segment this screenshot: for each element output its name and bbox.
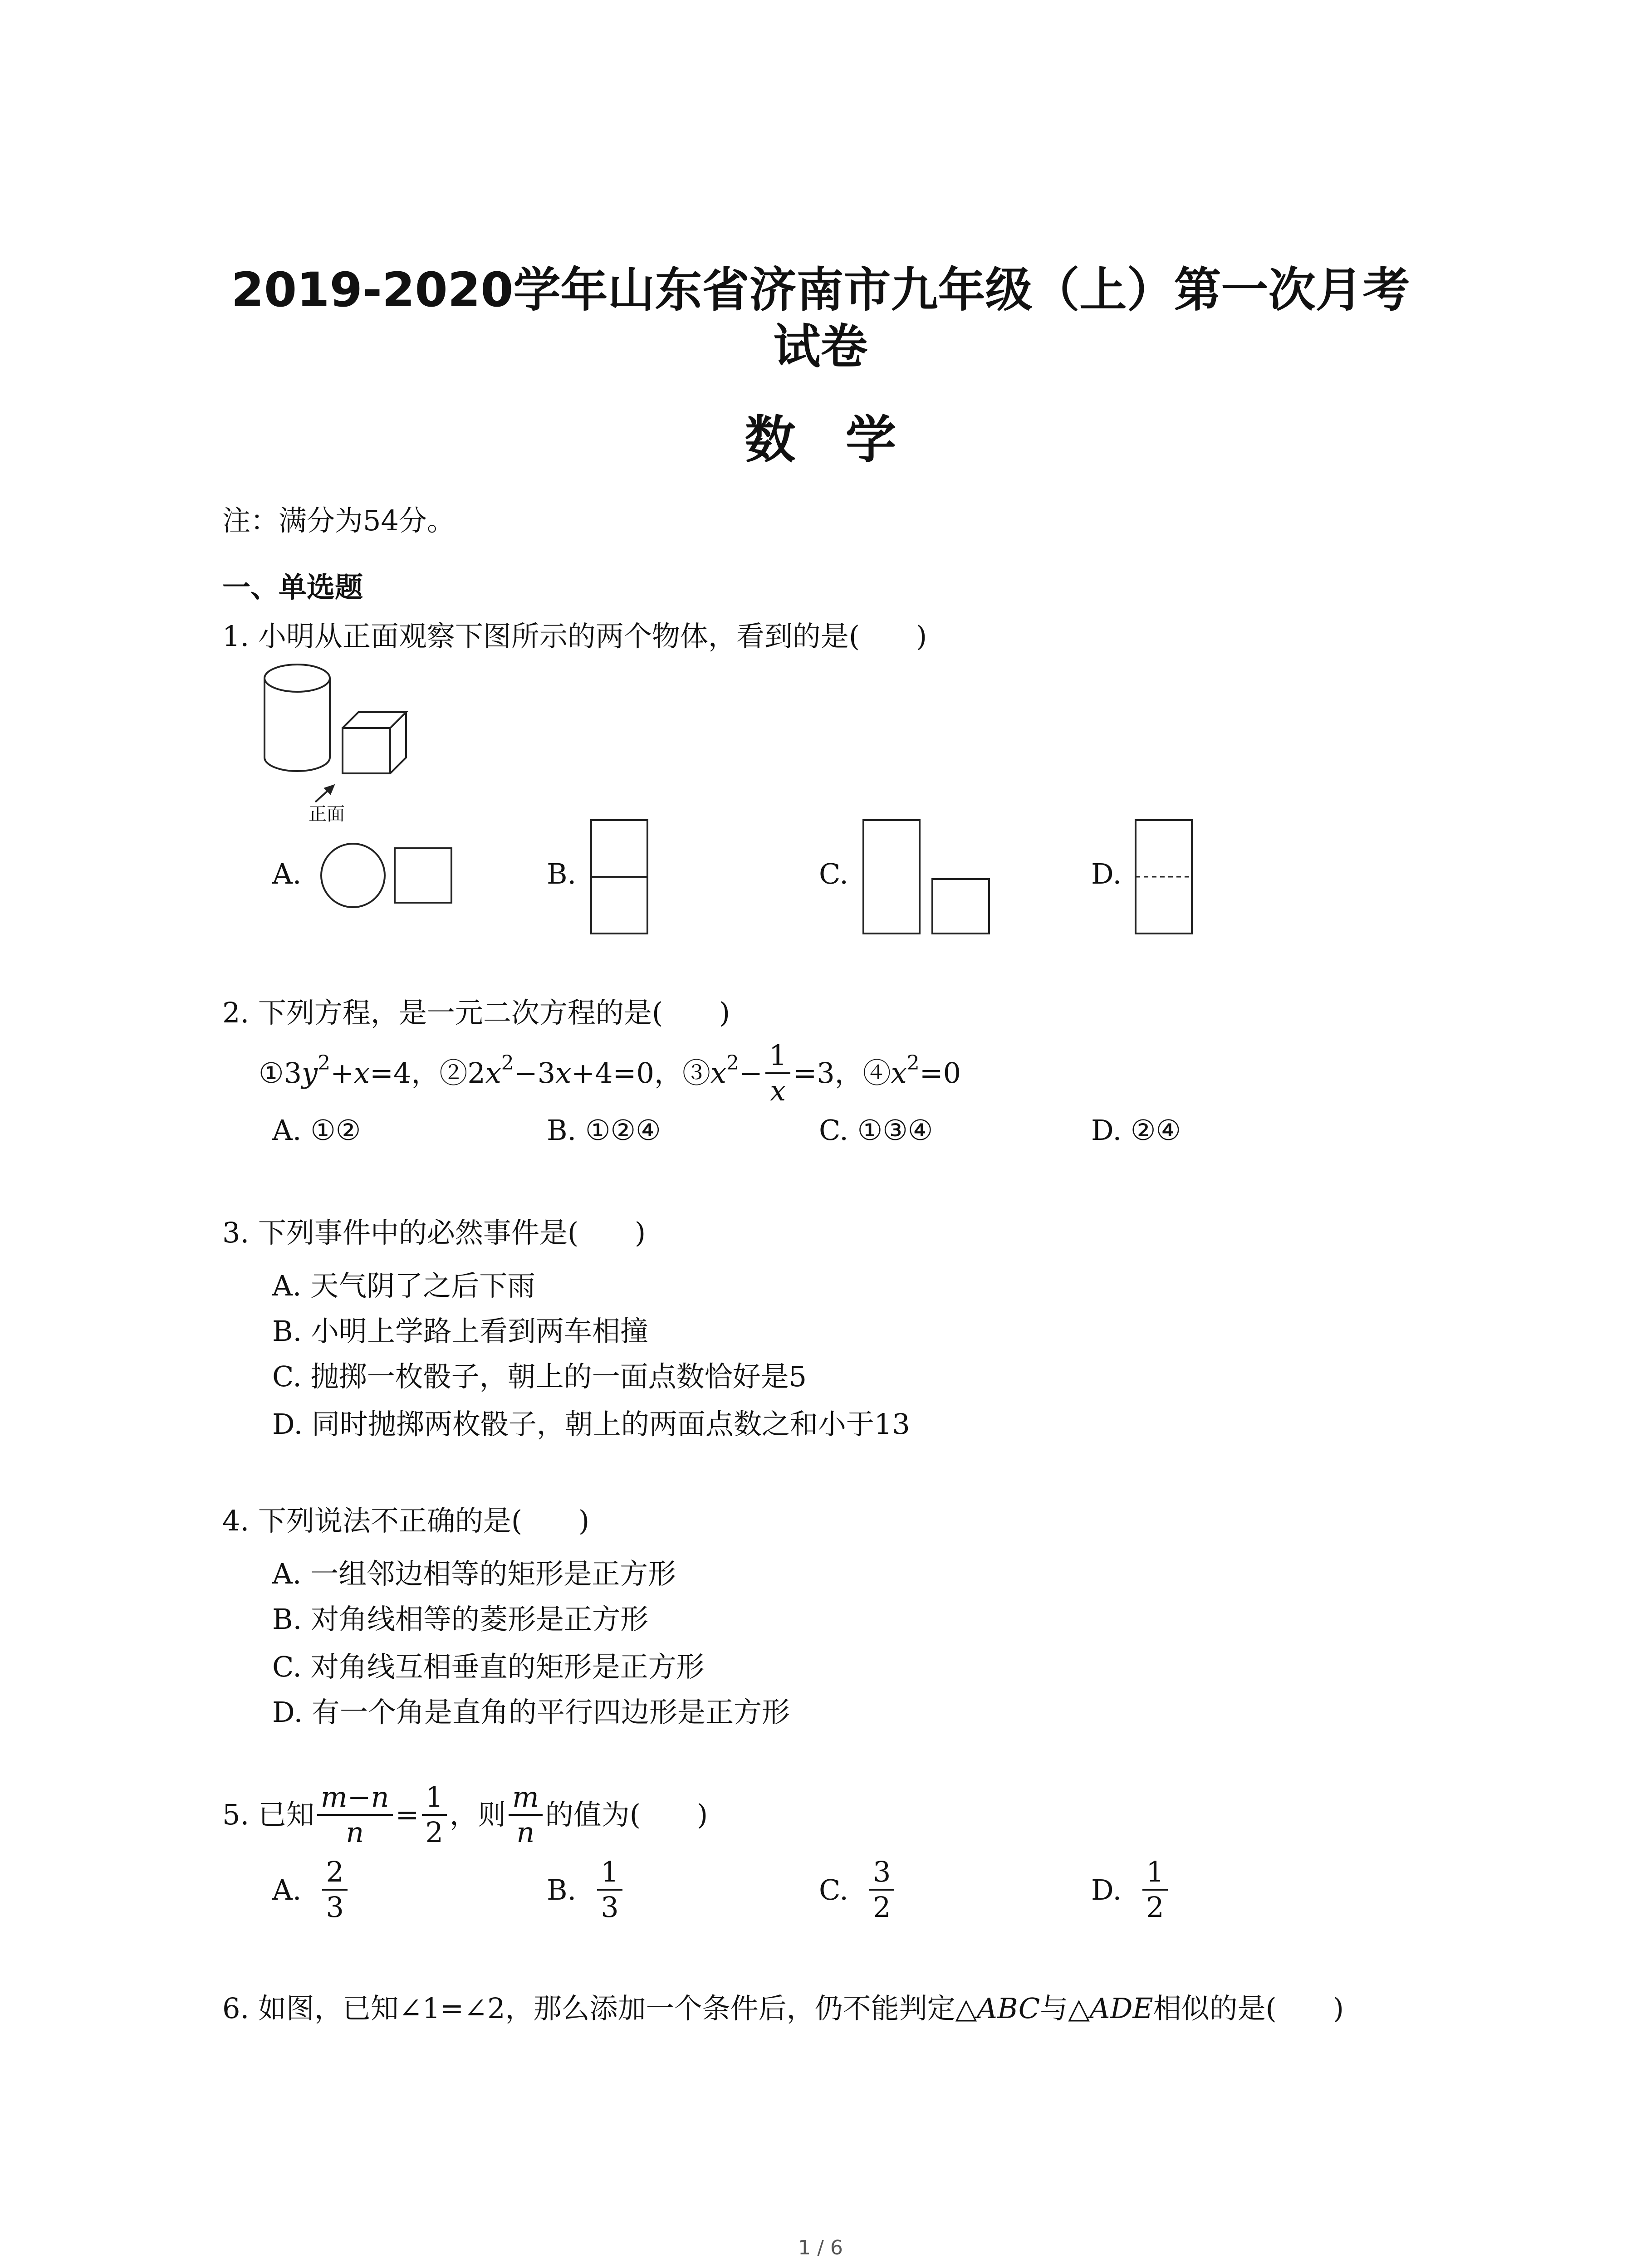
q1-option-d-label: D. [1091,857,1122,890]
q5-stem: 5. 已知 $\frac{m-n}{n}$ = $\frac{1}{2}$ ，则 $\frac{m}{n}$ 的值为( ) [222,1780,708,1849]
q1-option-a-figure [318,839,458,912]
q5-option-a: A. $\frac{2}{3}$ [272,1855,350,1924]
front-label: 正面 [309,804,345,825]
q2-option-d: D. ②④ [1091,1114,1181,1147]
title-line-2: 试卷 [773,319,868,374]
title-line-1: 2019-2020学年山东省济南市九年级（上）第一次月考 [231,262,1410,318]
q1-option-b-label: B. [547,857,577,890]
q4-option-a: A. 一组邻边相等的矩形是正方形 [272,1557,676,1590]
q5-option-c: C. $\frac{3}{2}$ [819,1855,897,1924]
q1-stem: 1. 小明从正面观察下图所示的两个物体，看到的是( ) [222,620,927,653]
q1-option-a-label: A. [272,857,302,890]
q4-option-b: B. 对角线相等的菱形是正方形 [272,1603,648,1636]
q2-option-a: A. ①② [272,1114,361,1147]
q4-stem: 4. 下列说法不正确的是( ) [222,1504,590,1537]
q2-option-b: B. ①②④ [547,1114,661,1147]
subject-heading: 数学 [745,411,946,469]
q5-option-b: B. $\frac{1}{3}$ [547,1855,625,1924]
section-heading: 一、单选题 [222,571,363,604]
q3-option-a: A. 天气阴了之后下雨 [272,1269,536,1302]
q1-option-d-figure [1132,816,1195,939]
q3-option-d: D. 同时抛掷两枚骰子，朝上的两面点数之和小于13 [272,1408,910,1441]
q4-option-c: C. 对角线互相垂直的矩形是正方形 [272,1650,705,1683]
page-number: 1 / 6 [798,2236,843,2259]
q3-option-b: B. 小明上学路上看到两车相撞 [272,1315,648,1348]
q1-option-c-label: C. [819,857,848,890]
q2-option-c: C. ①③④ [819,1114,933,1147]
q5-option-d: D. $\frac{1}{2}$ [1091,1855,1171,1924]
q2-stem: 2. 下列方程，是一元二次方程的是( ) [222,996,730,1029]
q2-equations: ①3 y $^2$ + x =4，②2 x $^2$ −3 x +4=0，③ x $^2$ − $\frac{1}{x}$ =3，④ x $^2$ =0 [259,1039,961,1107]
q6-stem: 6. 如图，已知∠1=∠2，那么添加一个条件后，仍不能判定△ABC与△ADE相似的是( ) [222,1992,1344,2025]
q1-option-c-figure [860,816,996,939]
q1-option-b-figure [588,816,651,939]
q3-stem: 3. 下列事件中的必然事件是( ) [222,1216,646,1249]
score-note: 注：满分为54分。 [222,504,455,537]
q3-option-c: C. 抛掷一枚骰子，朝上的一面点数恰好是5 [272,1360,807,1393]
q4-option-d: D. 有一个角是直角的平行四边形是正方形 [272,1696,790,1729]
